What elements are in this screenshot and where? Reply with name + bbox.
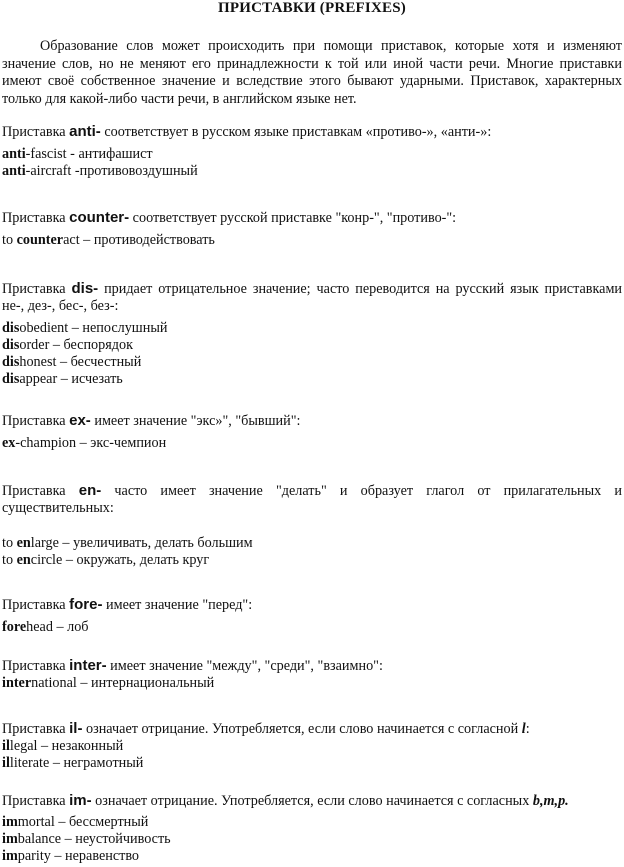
prefix-description: означает отрицание. Употребляется, если слово начинается с согласной xyxy=(86,721,519,737)
prefix-description: означает отрицание. Употребляется, если слово начинается с согласных xyxy=(95,793,530,809)
example-line: imbalance – неустойчивость xyxy=(2,831,171,847)
example-line: anti-aircraft -противовоздушный xyxy=(2,163,198,179)
example-prefix: dis xyxy=(2,320,20,336)
example-prefix: fore xyxy=(2,619,27,635)
section-il xyxy=(2,720,622,772)
example-prefix: counter xyxy=(16,232,64,248)
example-prefix: anti xyxy=(2,163,26,179)
section-heading xyxy=(2,123,622,141)
page-title: ПРИСТАВКИ (PREFIXES) xyxy=(218,0,406,16)
example-line: ex-champion – экс-чемпион xyxy=(2,435,167,451)
prefix-term: im- xyxy=(69,792,92,809)
prefix-term: counter- xyxy=(69,209,130,226)
example-prefix: en xyxy=(16,552,31,568)
letter-emphasis: l xyxy=(521,721,526,737)
prefix-term: en- xyxy=(78,482,102,499)
example-line: to encircle – окружать, делать круг xyxy=(2,552,210,568)
example-line: illegal – незаконный xyxy=(2,738,124,754)
section-heading: Приставка il- означает отрицание. Употребляется, если слово начинается с согласной l: xyxy=(2,720,530,737)
section-heading: Приставка dis- придает отрицательное значение; часто переводится на русский язык приставками не-, дез-, бес-, без-: xyxy=(2,280,623,314)
example-line: international – интернациональный xyxy=(2,675,215,691)
section-counter xyxy=(2,209,622,249)
prefix-description: придает отрицательное значение; часто переводится на русский язык приставками не-, дез-, бес-, без-: xyxy=(2,281,623,314)
intro-paragraph: Образование слов может происходить при помощи приставок, которые хотя и изменяют значение слов, но не меняют его принадлежности к той или иной части речи. Многие приставки имеют своё собственное значение и вследствие этого бывают ударными. Приставок, характерных только для какой-либо части речи, в английском языке нет. xyxy=(2,38,622,107)
prefix-description: часто имеет значение "делать" и образует глагол от прилагательных и существительных: xyxy=(2,483,623,516)
section-inter xyxy=(2,657,622,692)
example-prefix: dis xyxy=(2,371,20,387)
example-prefix: im xyxy=(2,814,18,830)
prefix-term: inter- xyxy=(69,657,107,674)
example-line: dishonest – бесчестный xyxy=(2,354,142,370)
section-dis xyxy=(2,280,622,388)
section-ex xyxy=(2,412,622,452)
section-heading: Приставка en- часто имеет значение "делать" и образует глагол от прилагательных и существительных: xyxy=(2,482,623,516)
example-prefix: ex xyxy=(2,435,16,451)
prefix-term: fore- xyxy=(69,596,103,613)
section-heading: Приставка inter- имеет значение "между", "среди", "взаимно": xyxy=(2,657,383,674)
prefix-term: dis- xyxy=(71,280,99,297)
example-line: to enlarge – увеличивать, делать большим xyxy=(2,535,253,551)
example-line: immortal – бессмертный xyxy=(2,814,149,830)
prefix-description: имеет значение "между", "среди", "взаимно": xyxy=(110,658,383,674)
example-prefix: im xyxy=(2,848,18,864)
example-prefix: dis xyxy=(2,337,20,353)
example-prefix: inter xyxy=(2,675,32,691)
example-line: disobedient – непослушный xyxy=(2,320,168,336)
example-line: disorder – беспорядок xyxy=(2,337,133,353)
prefix-term: anti- xyxy=(69,123,101,140)
example-line: forehead – лоб xyxy=(2,619,89,635)
section-heading: Приставка fore- имеет значение "перед": xyxy=(2,596,253,613)
section-heading: Приставка ex- имеет значение "экс»", "бывший": xyxy=(2,412,301,429)
example-line: anti-fascist - антифашист xyxy=(2,146,153,162)
section-im xyxy=(2,792,622,865)
section-anti xyxy=(2,123,622,180)
prefix-term: il- xyxy=(69,720,83,737)
example-prefix: dis xyxy=(2,354,20,370)
section-fore xyxy=(2,596,622,636)
section-en xyxy=(2,482,622,569)
example-prefix: en xyxy=(16,535,31,551)
prefix-term: ex- xyxy=(69,412,91,429)
example-prefix: im xyxy=(2,831,18,847)
example-line: imparity – неравенство xyxy=(2,848,140,864)
example-line: disappear – исчезать xyxy=(2,371,123,387)
example-prefix: anti xyxy=(2,146,26,162)
prefix-description: имеет значение "перед": xyxy=(106,597,253,613)
section-heading: Приставка counter- соответствует русской приставке "конр-", "противо-": xyxy=(2,209,457,226)
prefix-description: имеет значение "экс»", "бывший": xyxy=(94,413,301,429)
prefix-label: Приставка xyxy=(2,124,66,140)
example-line: illiterate – неграмотный xyxy=(2,755,144,771)
example-prefix: il xyxy=(2,755,10,771)
prefix-description: соответствует русской приставке "конр-", "противо-": xyxy=(132,210,457,226)
section-heading: Приставка im- означает отрицание. Употребляется, если слово начинается с согласных b,m,p. xyxy=(2,792,569,809)
example-prefix: il xyxy=(2,738,10,754)
example-line: to counteract – противодействовать xyxy=(2,232,215,248)
letter-emphasis: b,m,p. xyxy=(532,793,569,809)
prefix-description: соответствует в русском языке приставкам «противо-», «анти-»: xyxy=(104,124,492,140)
